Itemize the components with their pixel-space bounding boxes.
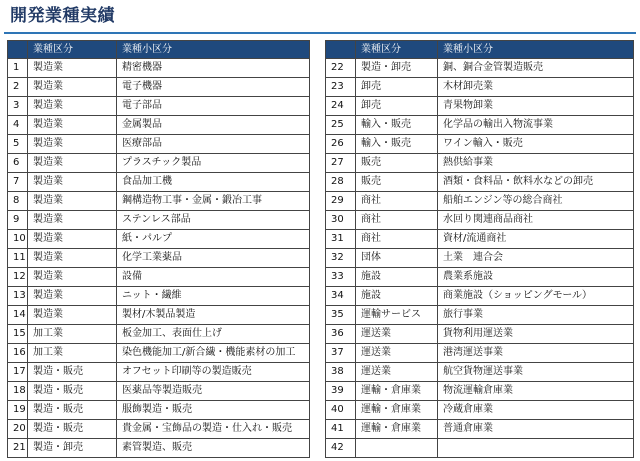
- row-number: 28: [326, 173, 356, 192]
- row-number: 15: [8, 325, 28, 344]
- row-number: 26: [326, 135, 356, 154]
- row-number: 23: [326, 78, 356, 97]
- industry-subcategory: 化学品の輸出入物流事業: [438, 116, 634, 135]
- industry-subcategory: 航空貨物運送事業: [438, 363, 634, 382]
- table-row: [8, 306, 310, 325]
- row-number: 19: [8, 401, 28, 420]
- industry-subcategory: 農業系施設: [438, 268, 634, 287]
- row-number: 9: [8, 211, 28, 230]
- row-number: 1: [8, 59, 28, 78]
- row-number: 8: [8, 192, 28, 211]
- industry-subcategory: 商業施設（ショッピングモール）: [438, 287, 634, 306]
- industry-subcategory: 貨物利用運送業: [438, 325, 634, 344]
- row-number: 2: [8, 78, 28, 97]
- industry-subcategory: 酒類・食料品・飲料水などの卸売: [438, 173, 634, 192]
- industry-subcategory: 化学工業薬品: [117, 249, 310, 268]
- row-number: 16: [8, 344, 28, 363]
- header-category: 業種区分: [356, 41, 438, 59]
- industry-category: 製造・卸売: [28, 439, 117, 458]
- industry-subcategory: 染色機能加工/新合繊・機能素材の加工: [117, 344, 310, 363]
- industry-category: 製造業: [28, 135, 117, 154]
- table-row: [8, 59, 310, 78]
- industry-subcategory: 製材/木製品製造: [117, 306, 310, 325]
- row-number: 31: [326, 230, 356, 249]
- table-row: [326, 439, 634, 458]
- row-number: 39: [326, 382, 356, 401]
- industry-subcategory: 医療部品: [117, 135, 310, 154]
- industry-category: 製造・販売: [28, 401, 117, 420]
- row-number: 21: [8, 439, 28, 458]
- industry-category: 製造業: [28, 268, 117, 287]
- row-number: 24: [326, 97, 356, 116]
- table-row: [8, 325, 310, 344]
- table-row: [8, 230, 310, 249]
- industry-category: 商社: [356, 192, 438, 211]
- table-row: [326, 306, 634, 325]
- industry-subcategory: 港湾運送事業: [438, 344, 634, 363]
- industry-subcategory: 物流運輸倉庫業: [438, 382, 634, 401]
- page-title: 開発業種実績: [10, 6, 115, 26]
- table-row: [326, 116, 634, 135]
- row-number: 30: [326, 211, 356, 230]
- table-row: [8, 268, 310, 287]
- industry-category: 製造業: [28, 173, 117, 192]
- table-row: [326, 401, 634, 420]
- table-row: [8, 78, 310, 97]
- industry-category: 製造業: [28, 192, 117, 211]
- industry-category: 運輸・倉庫業: [356, 382, 438, 401]
- industry-category: 加工業: [28, 325, 117, 344]
- table-row: [8, 382, 310, 401]
- industry-table-left: [7, 40, 310, 458]
- row-number: 13: [8, 287, 28, 306]
- industry-subcategory: 食品加工機: [117, 173, 310, 192]
- industry-category: 製造業: [28, 59, 117, 78]
- table-row: [326, 382, 634, 401]
- industry-category: 販売: [356, 154, 438, 173]
- row-number: 12: [8, 268, 28, 287]
- industry-category: 製造業: [28, 154, 117, 173]
- table-body-right: [326, 59, 634, 458]
- industry-category: 製造・販売: [28, 420, 117, 439]
- table-row: [326, 249, 634, 268]
- industry-category: 運輸・倉庫業: [356, 401, 438, 420]
- industry-subcategory: プラスチック製品: [117, 154, 310, 173]
- row-number: 34: [326, 287, 356, 306]
- industry-subcategory: ステンレス部品: [117, 211, 310, 230]
- header-number: [8, 41, 28, 59]
- header-number: [326, 41, 356, 59]
- row-number: 42: [326, 439, 356, 458]
- industry-category: 商社: [356, 230, 438, 249]
- row-number: 5: [8, 135, 28, 154]
- industry-category: 製造業: [28, 249, 117, 268]
- industry-subcategory: 船舶エンジン等の総合商社: [438, 192, 634, 211]
- industry-category: 施設: [356, 287, 438, 306]
- industry-category: 卸売: [356, 78, 438, 97]
- table-row: [326, 59, 634, 78]
- table-row: [326, 192, 634, 211]
- industry-subcategory: 貴金属・宝飾品の製造・仕入れ・販売: [117, 420, 310, 439]
- table-row: [326, 420, 634, 439]
- industry-category: 製造・販売: [28, 382, 117, 401]
- table-header-row: [326, 41, 634, 59]
- row-number: 6: [8, 154, 28, 173]
- row-number: 3: [8, 97, 28, 116]
- table-row: [8, 249, 310, 268]
- table-row: [8, 287, 310, 306]
- industry-subcategory: 普通倉庫業: [438, 420, 634, 439]
- table-row: [326, 154, 634, 173]
- industry-category: 運輸・倉庫業: [356, 420, 438, 439]
- industry-subcategory: 板金加工、表面仕上げ: [117, 325, 310, 344]
- table-row: [8, 420, 310, 439]
- industry-table-right: [325, 40, 634, 458]
- table-row: [326, 344, 634, 363]
- industry-subcategory: 紙・パルプ: [117, 230, 310, 249]
- header-category: 業種区分: [28, 41, 117, 59]
- industry-subcategory: 電子機器: [117, 78, 310, 97]
- industry-subcategory: 金属製品: [117, 116, 310, 135]
- industry-category: 製造業: [28, 116, 117, 135]
- row-number: 35: [326, 306, 356, 325]
- table-row: [326, 78, 634, 97]
- row-number: 25: [326, 116, 356, 135]
- industry-subcategory: 資材/流通商社: [438, 230, 634, 249]
- row-number: 11: [8, 249, 28, 268]
- row-number: 7: [8, 173, 28, 192]
- table-row: [326, 325, 634, 344]
- industry-subcategory: 素管製造、販売: [117, 439, 310, 458]
- industry-subcategory: 鋼構造物工事・金属・鍛冶工事: [117, 192, 310, 211]
- industry-subcategory: 土業 連合会: [438, 249, 634, 268]
- industry-category: 運輸サービス: [356, 306, 438, 325]
- table-row: [8, 439, 310, 458]
- header-subcategory: 業種小区分: [438, 41, 634, 59]
- industry-category: 製造業: [28, 287, 117, 306]
- table-row: [8, 211, 310, 230]
- table-row: [8, 173, 310, 192]
- table-row: [326, 230, 634, 249]
- row-number: 22: [326, 59, 356, 78]
- industry-category: 運送業: [356, 363, 438, 382]
- industry-subcategory: 青果物卸業: [438, 97, 634, 116]
- row-number: 29: [326, 192, 356, 211]
- industry-subcategory: 冷蔵倉庫業: [438, 401, 634, 420]
- industry-category: 製造業: [28, 97, 117, 116]
- industry-category: 輸入・販売: [356, 116, 438, 135]
- industry-category: 輸入・販売: [356, 135, 438, 154]
- table-row: [326, 135, 634, 154]
- row-number: 20: [8, 420, 28, 439]
- industry-subcategory: 服飾製造・販売: [117, 401, 310, 420]
- table-row: [8, 135, 310, 154]
- industry-category: 製造業: [28, 230, 117, 249]
- table-row: [8, 363, 310, 382]
- industry-subcategory: 設備: [117, 268, 310, 287]
- industry-category: 製造業: [28, 78, 117, 97]
- industry-subcategory: 医薬品等製造販売: [117, 382, 310, 401]
- header-subcategory: 業種小区分: [117, 41, 310, 59]
- row-number: 17: [8, 363, 28, 382]
- industry-category: 製造・販売: [28, 363, 117, 382]
- row-number: 18: [8, 382, 28, 401]
- row-number: 4: [8, 116, 28, 135]
- industry-subcategory: オフセット印刷等の製造販売: [117, 363, 310, 382]
- industry-category: 販売: [356, 173, 438, 192]
- table-row: [326, 211, 634, 230]
- row-number: 38: [326, 363, 356, 382]
- table-row: [8, 192, 310, 211]
- industry-category: 運送業: [356, 325, 438, 344]
- row-number: 10: [8, 230, 28, 249]
- row-number: 32: [326, 249, 356, 268]
- industry-subcategory: 水回り関連商品商社: [438, 211, 634, 230]
- table-row: [326, 287, 634, 306]
- industry-category: 卸売: [356, 97, 438, 116]
- row-number: 37: [326, 344, 356, 363]
- title-bar: [4, 2, 636, 34]
- industry-subcategory: [438, 439, 634, 458]
- industry-subcategory: 銅、銅合金管製造販売: [438, 59, 634, 78]
- table-row: [8, 344, 310, 363]
- table-row: [326, 268, 634, 287]
- table-row: [326, 363, 634, 382]
- industry-subcategory: ニット・繊維: [117, 287, 310, 306]
- industry-subcategory: 電子部品: [117, 97, 310, 116]
- table-row: [8, 154, 310, 173]
- industry-subcategory: 旅行事業: [438, 306, 634, 325]
- industry-category: 商社: [356, 211, 438, 230]
- row-number: 27: [326, 154, 356, 173]
- industry-category: [356, 439, 438, 458]
- industry-subcategory: 木材卸売業: [438, 78, 634, 97]
- industry-category: 製造業: [28, 306, 117, 325]
- industry-category: 運送業: [356, 344, 438, 363]
- table-row: [8, 401, 310, 420]
- industry-category: 施設: [356, 268, 438, 287]
- table-row: [8, 97, 310, 116]
- table-header-row: [8, 41, 310, 59]
- row-number: 14: [8, 306, 28, 325]
- industry-subcategory: 熱供給事業: [438, 154, 634, 173]
- table-row: [326, 97, 634, 116]
- row-number: 40: [326, 401, 356, 420]
- row-number: 33: [326, 268, 356, 287]
- table-row: [8, 116, 310, 135]
- table-body-left: [8, 59, 310, 458]
- row-number: 36: [326, 325, 356, 344]
- table-row: [326, 173, 634, 192]
- tables-container: [7, 40, 633, 458]
- industry-category: 製造業: [28, 211, 117, 230]
- industry-category: 団体: [356, 249, 438, 268]
- row-number: 41: [326, 420, 356, 439]
- industry-subcategory: ワイン輸入・販売: [438, 135, 634, 154]
- industry-category: 加工業: [28, 344, 117, 363]
- industry-category: 製造・卸売: [356, 59, 438, 78]
- industry-subcategory: 精密機器: [117, 59, 310, 78]
